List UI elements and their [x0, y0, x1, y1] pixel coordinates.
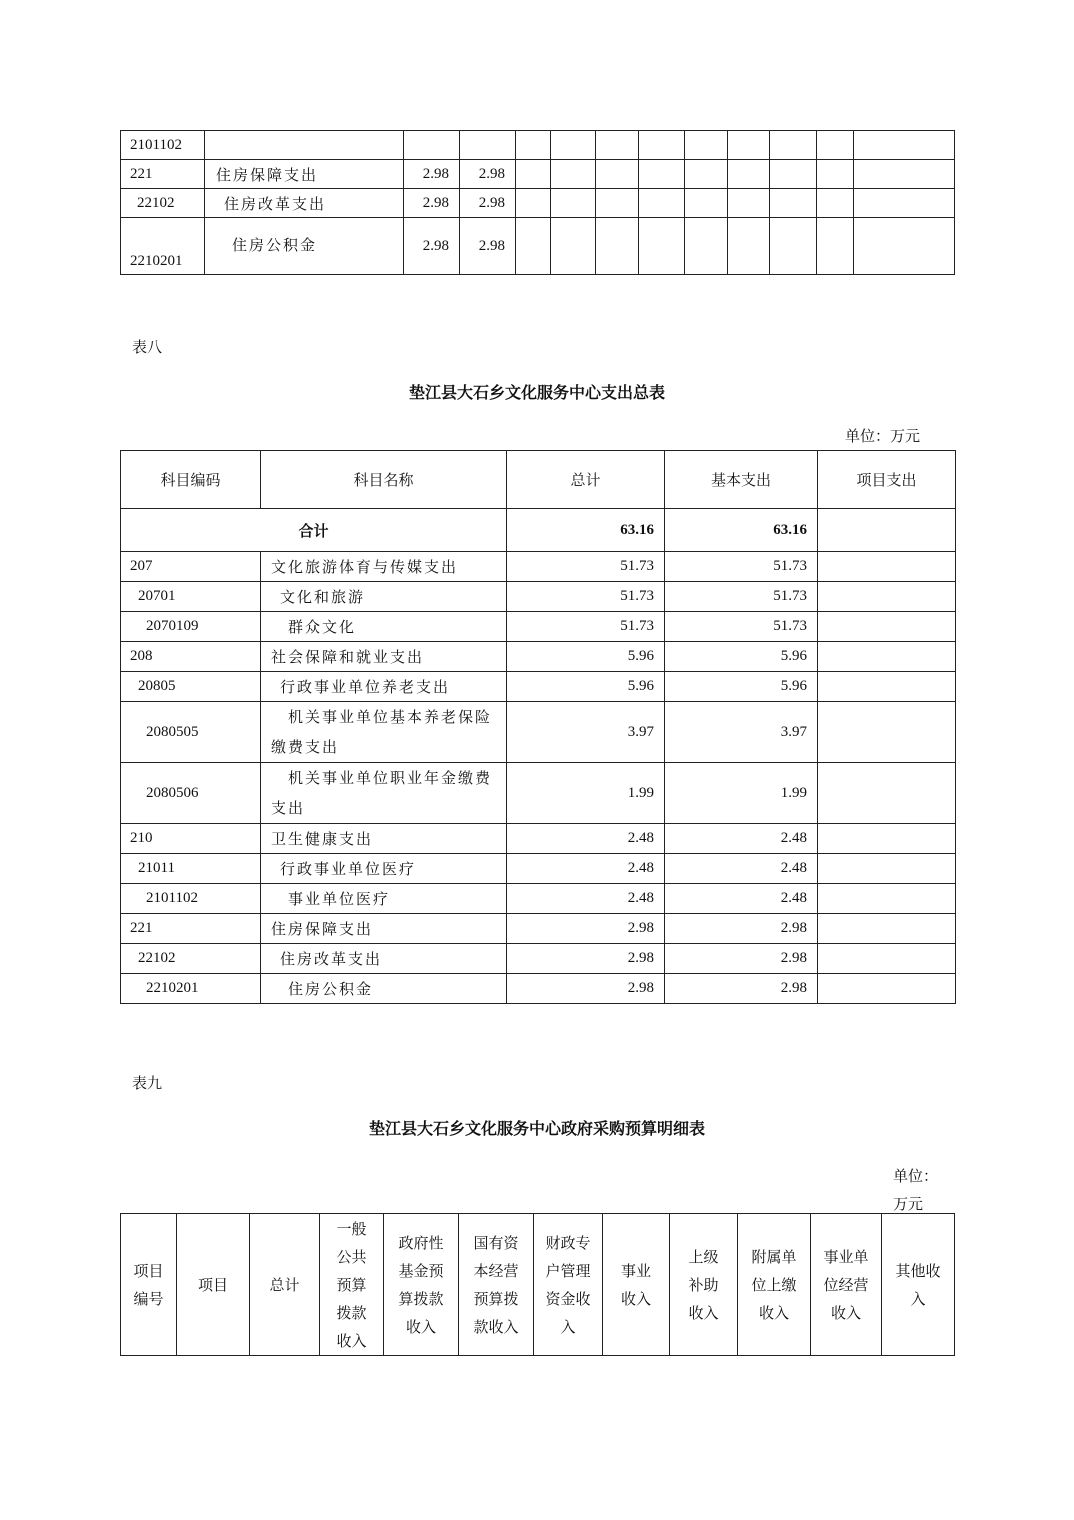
basic-cell: 2.48	[665, 824, 818, 854]
total-cell: 2.98	[404, 160, 460, 189]
header-line: 项目	[197, 1275, 228, 1294]
code-cell: 22102	[121, 944, 261, 974]
code-cell: 2210201	[121, 974, 261, 1004]
code-cell: 207	[121, 552, 261, 582]
table-row	[121, 218, 955, 275]
table-row	[121, 763, 956, 824]
code-cell: 210	[121, 824, 261, 854]
table-header-row	[121, 1214, 955, 1356]
header-line: 预算	[336, 1275, 367, 1294]
code-cell: 208	[121, 642, 261, 672]
table-row	[121, 160, 955, 189]
total-value: 63.16	[507, 509, 665, 552]
total-row	[121, 509, 956, 552]
name-cell: 文化和旅游	[261, 582, 507, 612]
name-cell: 住房保障支出	[205, 160, 404, 189]
header-line: 公共	[336, 1247, 367, 1266]
header-line: 位经营	[823, 1275, 869, 1294]
header-line: 户管理	[545, 1261, 591, 1280]
name-cell	[261, 763, 507, 824]
code-cell: 2070109	[121, 612, 261, 642]
code-cell: 2101102	[121, 884, 261, 914]
header-line: 收入	[405, 1317, 436, 1336]
basic-cell: 51.73	[665, 582, 818, 612]
basic-cell: 5.96	[665, 642, 818, 672]
header-line: 入	[910, 1289, 926, 1308]
header-line: 总计	[269, 1275, 300, 1294]
table-row	[121, 944, 956, 974]
name-line-1: 机关事业单位基本养老保险	[288, 708, 493, 726]
total-cell: 51.73	[507, 612, 665, 642]
total-basic: 63.16	[665, 509, 818, 552]
code-cell: 2210201	[121, 218, 205, 275]
header-line: 附属单	[751, 1247, 797, 1266]
header-line: 收入	[758, 1303, 789, 1322]
code-cell: 21011	[121, 854, 261, 884]
header-line: 资金收	[545, 1289, 591, 1308]
total-label: 合计	[121, 509, 507, 552]
table-row	[121, 612, 956, 642]
header-line: 拨款	[336, 1303, 367, 1322]
header-line: 项目	[133, 1261, 164, 1280]
procurement-budget-table	[120, 1213, 955, 1356]
name-cell: 住房改革支出	[261, 944, 507, 974]
table8-unit: 单位：万元	[845, 427, 921, 445]
header-item	[177, 1214, 250, 1356]
code-cell: 22102	[121, 189, 205, 218]
table-row	[121, 131, 955, 160]
basic-cell: 5.96	[665, 672, 818, 702]
header-line: 款收入	[473, 1317, 519, 1336]
code-cell: 2101102	[121, 131, 205, 160]
basic-cell: 2.48	[665, 884, 818, 914]
name-cell	[261, 702, 507, 763]
table-row	[121, 854, 956, 884]
header-line: 收入	[336, 1331, 367, 1350]
header-special-account	[534, 1214, 603, 1356]
table9-label: 表九	[132, 1074, 163, 1092]
total-cell: 2.98	[507, 974, 665, 1004]
header-name: 科目名称	[261, 451, 507, 509]
header-line: 上级	[688, 1247, 719, 1266]
basic-cell: 2.98	[665, 974, 818, 1004]
total-cell: 2.48	[507, 854, 665, 884]
table-row	[121, 189, 955, 218]
name-cell: 卫生健康支出	[261, 824, 507, 854]
name-cell: 住房公积金	[261, 974, 507, 1004]
header-line: 编号	[133, 1289, 164, 1308]
total-project	[818, 509, 956, 552]
continued-table	[120, 130, 955, 275]
header-business-income	[603, 1214, 670, 1356]
header-line: 事业	[620, 1261, 651, 1280]
header-line: 本经营	[473, 1261, 519, 1280]
header-line: 补助	[688, 1275, 719, 1294]
header-state-capital	[459, 1214, 534, 1356]
header-basic: 基本支出	[665, 451, 818, 509]
table-row	[121, 914, 956, 944]
name-cell: 文化旅游体育与传媒支出	[261, 552, 507, 582]
header-line: 预算拨	[473, 1289, 519, 1308]
header-affiliated-remit	[738, 1214, 811, 1356]
table-row	[121, 702, 956, 763]
header-line: 事业单	[823, 1247, 869, 1266]
table-header-row	[121, 451, 956, 509]
total-cell: 2.98	[507, 944, 665, 974]
basic-cell: 2.98	[665, 914, 818, 944]
basic-cell: 2.98	[460, 160, 516, 189]
total-cell: 51.73	[507, 552, 665, 582]
code-cell: 20701	[121, 582, 261, 612]
total-cell: 5.96	[507, 642, 665, 672]
code-cell: 221	[121, 914, 261, 944]
header-code: 科目编码	[121, 451, 261, 509]
total-cell: 1.99	[507, 763, 665, 824]
table-row	[121, 974, 956, 1004]
total-cell: 51.73	[507, 582, 665, 612]
name-line-2: 缴费支出	[271, 738, 340, 756]
header-project: 项目支出	[818, 451, 956, 509]
header-business-operation	[811, 1214, 882, 1356]
total-cell: 2.98	[404, 218, 460, 275]
basic-cell: 51.73	[665, 612, 818, 642]
header-line: 入	[560, 1317, 576, 1336]
table-row	[121, 884, 956, 914]
header-general-budget	[320, 1214, 384, 1356]
header-other-income	[882, 1214, 955, 1356]
expenditure-summary-table	[120, 450, 956, 1004]
code-cell: 2080505	[121, 702, 261, 763]
table-row	[121, 672, 956, 702]
table8-title: 垫江县大石乡文化服务中心支出总表	[408, 383, 665, 402]
table9-title: 垫江县大石乡文化服务中心政府采购预算明细表	[368, 1119, 705, 1138]
name-cell: 社会保障和就业支出	[261, 642, 507, 672]
table-row	[121, 582, 956, 612]
header-line: 收入	[830, 1303, 861, 1322]
table8-label: 表八	[132, 338, 163, 356]
total-cell: 2.98	[507, 914, 665, 944]
basic-cell: 2.98	[460, 218, 516, 275]
name-cell: 住房公积金	[205, 218, 404, 275]
name-line-2: 支出	[271, 799, 306, 817]
unit-line-1: 单位：	[893, 1167, 939, 1185]
name-cell: 群众文化	[261, 612, 507, 642]
name-cell: 事业单位医疗	[261, 884, 507, 914]
header-line: 其他收	[895, 1261, 941, 1280]
table-row	[121, 552, 956, 582]
basic-cell: 2.98	[460, 189, 516, 218]
unit-line-2: 万元	[893, 1195, 924, 1213]
basic-cell: 3.97	[665, 702, 818, 763]
name-cell: 行政事业单位养老支出	[261, 672, 507, 702]
header-total: 总计	[507, 451, 665, 509]
name-cell	[205, 131, 404, 160]
total-cell: 3.97	[507, 702, 665, 763]
basic-cell: 2.48	[665, 854, 818, 884]
total-cell: 2.48	[507, 824, 665, 854]
header-line: 一般	[336, 1219, 367, 1238]
total-cell: 5.96	[507, 672, 665, 702]
header-item-code	[121, 1214, 177, 1356]
header-total	[250, 1214, 320, 1356]
header-superior-subsidy	[670, 1214, 738, 1356]
name-line-1: 机关事业单位职业年金缴费	[288, 769, 493, 787]
total-cell: 2.48	[507, 884, 665, 914]
header-line: 政府性	[398, 1233, 444, 1252]
table9-unit	[893, 1162, 938, 1218]
name-cell: 住房改革支出	[205, 189, 404, 218]
basic-cell: 2.98	[665, 944, 818, 974]
header-line: 位上缴	[751, 1275, 797, 1294]
header-line: 基金预	[398, 1261, 444, 1280]
header-line: 算拨款	[398, 1289, 444, 1308]
table-row	[121, 642, 956, 672]
code-cell: 2080506	[121, 763, 261, 824]
basic-cell: 1.99	[665, 763, 818, 824]
header-line: 收入	[688, 1303, 719, 1322]
header-line: 收入	[620, 1289, 651, 1308]
header-line: 国有资	[473, 1233, 519, 1252]
name-cell: 行政事业单位医疗	[261, 854, 507, 884]
code-cell: 20805	[121, 672, 261, 702]
code-cell: 221	[121, 160, 205, 189]
header-gov-fund	[384, 1214, 459, 1356]
total-cell: 2.98	[404, 189, 460, 218]
basic-cell: 51.73	[665, 552, 818, 582]
header-line: 财政专	[545, 1233, 591, 1252]
table-row	[121, 824, 956, 854]
name-cell: 住房保障支出	[261, 914, 507, 944]
